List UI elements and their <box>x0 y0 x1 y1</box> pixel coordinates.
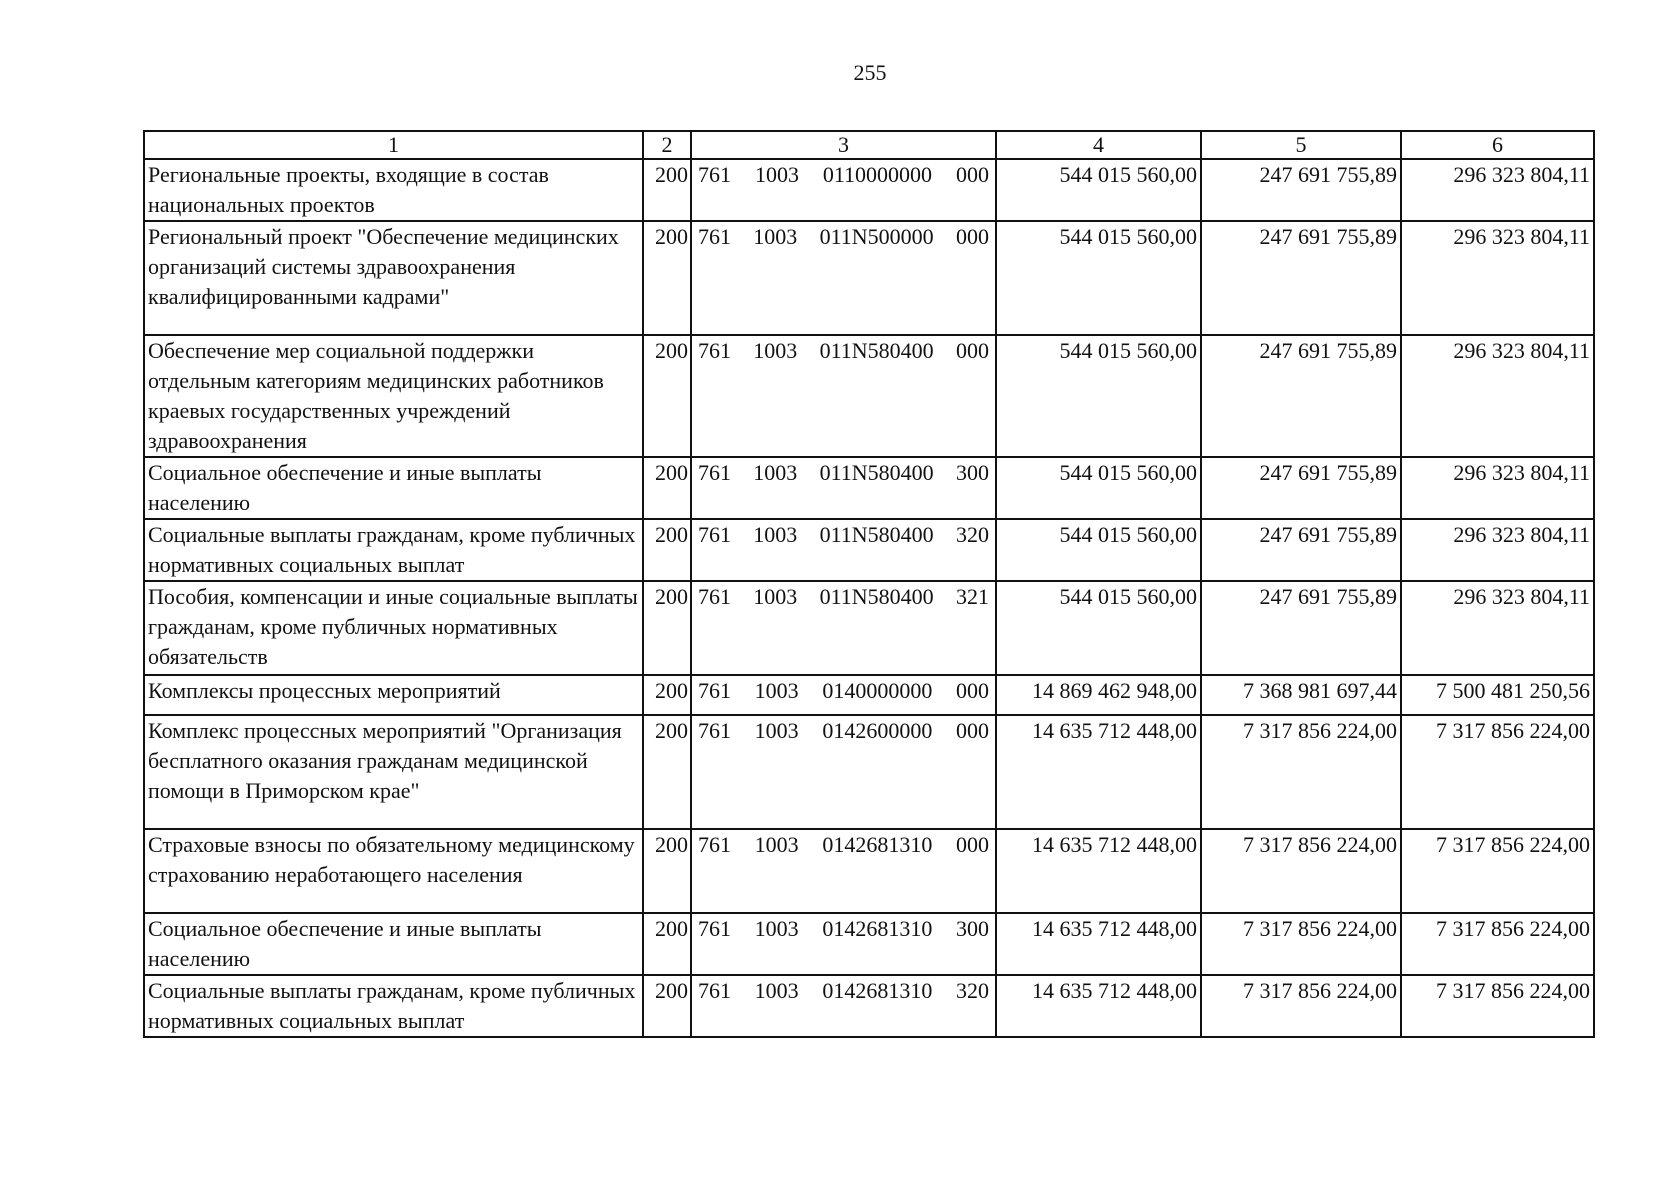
table-row <box>144 975 1594 1037</box>
row-amount-col5: 7 368 981 697,44 <box>1201 675 1401 715</box>
row-amount-col6: 7 317 856 224,00 <box>1401 913 1594 975</box>
budget-table <box>143 130 1595 1038</box>
row-classification-code <box>691 829 996 913</box>
row-name: Пособия, компенсации и иные социальные выплаты гражданам, кроме публичных нормативных обязательств <box>144 581 643 675</box>
row-classification-code <box>691 715 996 829</box>
row-amount-col6: 7 317 856 224,00 <box>1401 829 1594 913</box>
row-section-code: 1003 <box>753 338 798 363</box>
row-name: Комплекс процессных мероприятий "Организация бесплатного оказания гражданам медицинской помощи в Приморском крае" <box>144 715 643 829</box>
row-classification-code <box>691 913 996 975</box>
table-row <box>144 913 1594 975</box>
header-cell: 3 <box>691 131 996 159</box>
row-classification-code <box>691 675 996 715</box>
row-classification-code <box>691 335 996 457</box>
row-amount-col4: 544 015 560,00 <box>996 581 1201 675</box>
row-grbs-code: 200 <box>643 457 691 519</box>
header-cell: 6 <box>1401 131 1594 159</box>
row-target-code: 011N500000 <box>819 224 934 249</box>
row-expense-type-code: 000 <box>955 832 989 857</box>
row-target-code: 0110000000 <box>822 162 933 187</box>
row-amount-col5: 247 691 755,89 <box>1201 335 1401 457</box>
row-expense-type-code: 000 <box>955 338 989 363</box>
row-amount-col6: 7 317 856 224,00 <box>1401 715 1594 829</box>
row-amount-col6: 296 323 804,11 <box>1401 335 1594 457</box>
row-ved-code: 761 <box>698 224 731 249</box>
row-target-code: 0140000000 <box>822 678 933 703</box>
row-ved-code: 761 <box>698 916 731 941</box>
row-amount-col6: 296 323 804,11 <box>1401 457 1594 519</box>
row-amount-col6: 7 317 856 224,00 <box>1401 975 1594 1037</box>
row-classification-code <box>691 975 996 1037</box>
row-amount-col6: 296 323 804,11 <box>1401 221 1594 335</box>
row-amount-col5: 7 317 856 224,00 <box>1201 913 1401 975</box>
table-row <box>144 581 1594 675</box>
row-ved-code: 761 <box>698 584 731 609</box>
row-amount-col4: 544 015 560,00 <box>996 457 1201 519</box>
row-expense-type-code: 320 <box>955 978 989 1003</box>
row-ved-code: 761 <box>698 678 731 703</box>
row-section-code: 1003 <box>753 522 798 547</box>
row-name: Социальные выплаты гражданам, кроме публичных нормативных социальных выплат <box>144 519 643 581</box>
row-grbs-code: 200 <box>643 913 691 975</box>
row-grbs-code: 200 <box>643 975 691 1037</box>
row-section-code: 1003 <box>753 460 798 485</box>
table-row <box>144 829 1594 913</box>
row-amount-col4: 14 635 712 448,00 <box>996 975 1201 1037</box>
row-section-code: 1003 <box>754 718 799 743</box>
row-target-code: 011N580400 <box>819 522 934 547</box>
row-classification-code <box>691 457 996 519</box>
row-amount-col5: 7 317 856 224,00 <box>1201 715 1401 829</box>
header-row <box>144 131 1594 159</box>
row-amount-col4: 14 635 712 448,00 <box>996 829 1201 913</box>
table-row <box>144 335 1594 457</box>
row-name: Страховые взносы по обязательному медицинскому страхованию неработающего населения <box>144 829 643 913</box>
row-name: Социальные выплаты гражданам, кроме публичных нормативных социальных выплат <box>144 975 643 1037</box>
row-ved-code: 761 <box>698 522 731 547</box>
row-name: Обеспечение мер социальной поддержки отдельным категориям медицинских работников краевых государственных учреждений здравоохранения <box>144 335 643 457</box>
row-section-code: 1003 <box>753 224 798 249</box>
row-expense-type-code: 300 <box>955 460 989 485</box>
row-amount-col5: 247 691 755,89 <box>1201 519 1401 581</box>
table-row <box>144 221 1594 335</box>
row-grbs-code: 200 <box>643 675 691 715</box>
row-section-code: 1003 <box>754 978 799 1003</box>
row-amount-col5: 7 317 856 224,00 <box>1201 829 1401 913</box>
row-expense-type-code: 000 <box>955 718 989 743</box>
row-name: Социальное обеспечение и иные выплаты населению <box>144 913 643 975</box>
row-amount-col5: 247 691 755,89 <box>1201 159 1401 221</box>
table-row <box>144 159 1594 221</box>
row-expense-type-code: 000 <box>956 162 989 187</box>
table-row <box>144 715 1594 829</box>
row-ved-code: 761 <box>698 832 731 857</box>
row-expense-type-code: 321 <box>955 584 989 609</box>
row-amount-col5: 7 317 856 224,00 <box>1201 975 1401 1037</box>
row-target-code: 0142600000 <box>822 718 933 743</box>
row-grbs-code: 200 <box>643 221 691 335</box>
header-cell: 1 <box>144 131 643 159</box>
row-classification-code <box>691 159 996 221</box>
table-row <box>144 457 1594 519</box>
row-grbs-code: 200 <box>643 715 691 829</box>
row-target-code: 011N580400 <box>819 338 934 363</box>
row-name: Региональные проекты, входящие в состав национальных проектов <box>144 159 643 221</box>
row-ved-code: 761 <box>698 162 731 187</box>
row-amount-col4: 544 015 560,00 <box>996 159 1201 221</box>
row-amount-col5: 247 691 755,89 <box>1201 581 1401 675</box>
row-expense-type-code: 000 <box>955 678 989 703</box>
row-ved-code: 761 <box>698 718 731 743</box>
row-grbs-code: 200 <box>643 581 691 675</box>
row-classification-code <box>691 519 996 581</box>
row-name: Социальное обеспечение и иные выплаты населению <box>144 457 643 519</box>
row-ved-code: 761 <box>698 460 731 485</box>
row-section-code: 1003 <box>754 916 799 941</box>
row-amount-col4: 14 869 462 948,00 <box>996 675 1201 715</box>
row-ved-code: 761 <box>698 338 731 363</box>
row-ved-code: 761 <box>698 978 731 1003</box>
row-amount-col6: 296 323 804,11 <box>1401 519 1594 581</box>
row-section-code: 1003 <box>753 584 798 609</box>
row-amount-col4: 14 635 712 448,00 <box>996 715 1201 829</box>
row-amount-col5: 247 691 755,89 <box>1201 221 1401 335</box>
row-amount-col4: 544 015 560,00 <box>996 335 1201 457</box>
row-expense-type-code: 000 <box>955 224 989 249</box>
row-grbs-code: 200 <box>643 159 691 221</box>
row-amount-col6: 296 323 804,11 <box>1401 159 1594 221</box>
row-target-code: 011N580400 <box>819 584 934 609</box>
row-target-code: 0142681310 <box>822 978 933 1003</box>
header-cell: 4 <box>996 131 1201 159</box>
row-target-code: 0142681310 <box>822 832 933 857</box>
row-amount-col6: 296 323 804,11 <box>1401 581 1594 675</box>
table-row <box>144 675 1594 715</box>
row-target-code: 011N580400 <box>819 460 934 485</box>
header-cell: 2 <box>643 131 691 159</box>
row-amount-col6: 7 500 481 250,56 <box>1401 675 1594 715</box>
row-amount-col4: 14 635 712 448,00 <box>996 913 1201 975</box>
row-name: Региональный проект "Обеспечение медицинских организаций системы здравоохранения квалифицированными кадрами" <box>144 221 643 335</box>
page-number: 255 <box>853 60 887 85</box>
row-target-code: 0142681310 <box>822 916 933 941</box>
row-classification-code <box>691 221 996 335</box>
header-cell: 5 <box>1201 131 1401 159</box>
row-name: Комплексы процессных мероприятий <box>144 675 643 715</box>
row-grbs-code: 200 <box>643 829 691 913</box>
row-section-code: 1003 <box>754 162 799 187</box>
row-amount-col4: 544 015 560,00 <box>996 221 1201 335</box>
row-amount-col4: 544 015 560,00 <box>996 519 1201 581</box>
row-expense-type-code: 300 <box>955 916 989 941</box>
row-section-code: 1003 <box>754 678 799 703</box>
row-grbs-code: 200 <box>643 519 691 581</box>
row-grbs-code: 200 <box>643 335 691 457</box>
row-classification-code <box>691 581 996 675</box>
table-row <box>144 519 1594 581</box>
row-amount-col5: 247 691 755,89 <box>1201 457 1401 519</box>
row-expense-type-code: 320 <box>955 522 989 547</box>
row-section-code: 1003 <box>754 832 799 857</box>
